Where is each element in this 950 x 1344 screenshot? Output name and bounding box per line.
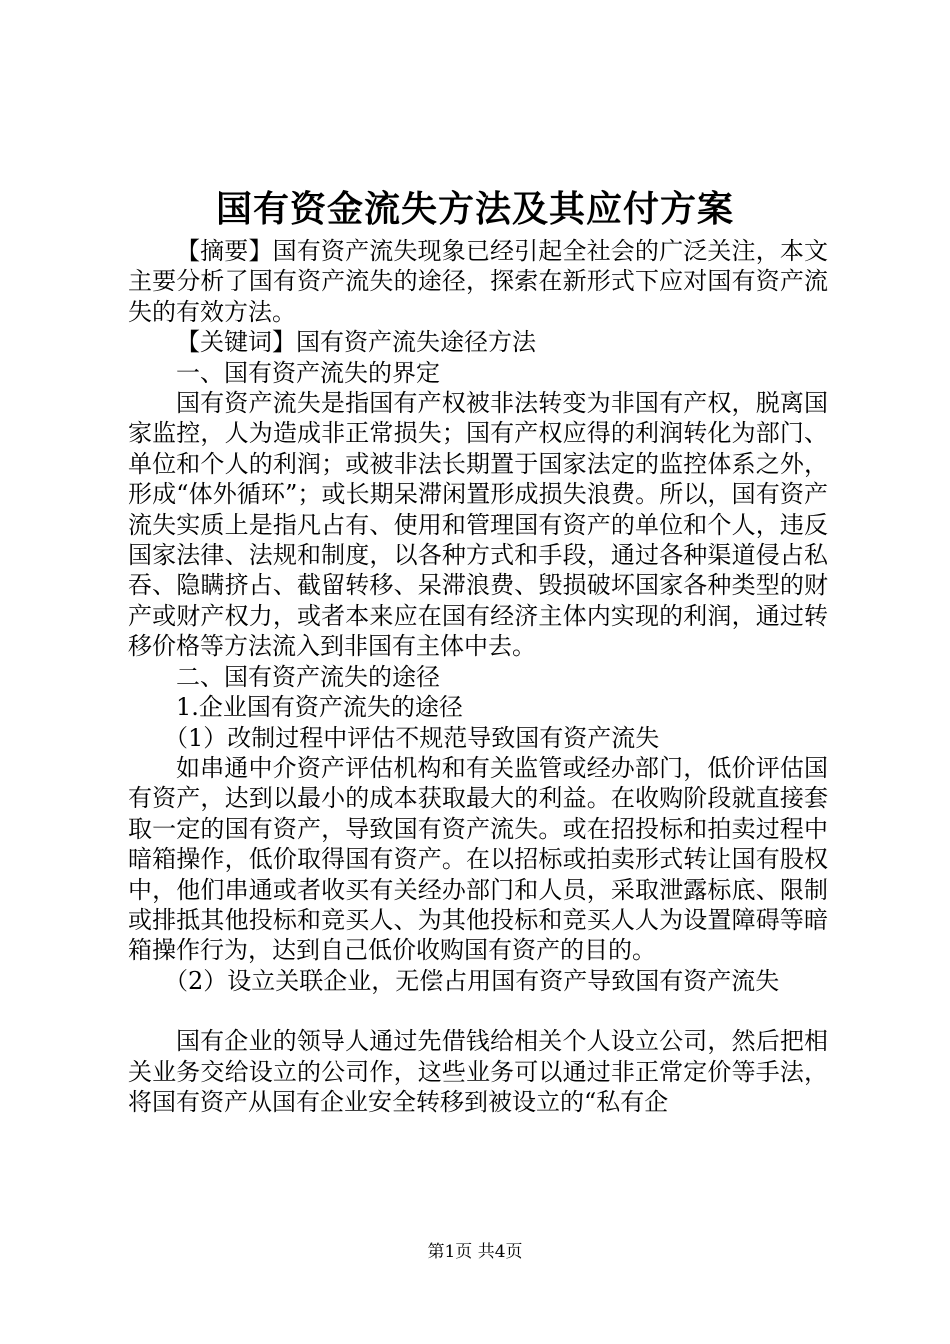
page-number-footer: 第1页 共4页 [427,1242,523,1262]
keywords-paragraph: 【关键词】国有资产流失途径方法 [176,328,536,357]
subsection-heading-1-2: （2）设立关联企业，无偿占用国有资产导致国有资产流失 [164,966,780,995]
body-paragraph: 国有企业的领导人通过先借钱给相关个人设立公司，然后把相关业务交给设立的公司作，这些业务可以通过非正常定价等手法，将国有资产从国有企业安全转移到被设立的“私有企 [128,1027,828,1116]
document-title: 国有资金流失方法及其应付方案 [215,188,734,230]
section-heading-2: 二、国有资产流失的途径 [176,662,440,691]
abstract-paragraph: 【摘要】国有资产流失现象已经引起全社会的广泛关注，本文主要分析了国有资产流失的途径，探索在新形式下应对国有资产流失的有效方法。 [128,237,828,326]
subsection-heading-1: 1.企业国有资产流失的途径 [176,693,463,722]
section-heading-1: 一、国有资产流失的界定 [176,358,440,387]
subsection-heading-1-1: （1）改制过程中评估不规范导致国有资产流失 [164,723,660,752]
body-paragraph: 国有资产流失是指国有产权被非法转变为非国有产权，脱离国家监控，人为造成非正常损失；国有产权应得的利润转化为部门、单位和个人的利润；或被非法长期置于国家法定的监控体系之外，形成“体外循环”；或长期呆滞闲置形成损失浪费。所以，国有资产流失实质上是指凡占有、使用和管理国有资产的单位和个人，违反国家法律、法规和制度，以各种方式和手段，通过各种渠道侵占私吞、隐瞒挤占、截留转移、呆滞浪费、毁损破坏国家各种类型的财产或财产权力，或者本来应在国有经济主体内实现的利润，通过转移价格等方法流入到非国有主体中去。 [128,389,828,661]
paragraph-gap [128,996,828,1026]
body-paragraph: 如串通中介资产评估机构和有关监管或经办部门，低价评估国有资产，达到以最小的成本获取最大的利益。在收购阶段就直接套取一定的国有资产，导致国有资产流失。或在招投标和拍卖过程中暗箱操作，低价取得国有资产。在以招标或拍卖形式转让国有股权中，他们串通或者收买有关经办部门和人员，采取泄露标底、限制或排抵其他投标和竞买人、为其他投标和竞买人人为设置障碍等暗箱操作行为，达到自己低价收购国有资产的目的。 [128,753,828,965]
document-body [128,236,828,1117]
